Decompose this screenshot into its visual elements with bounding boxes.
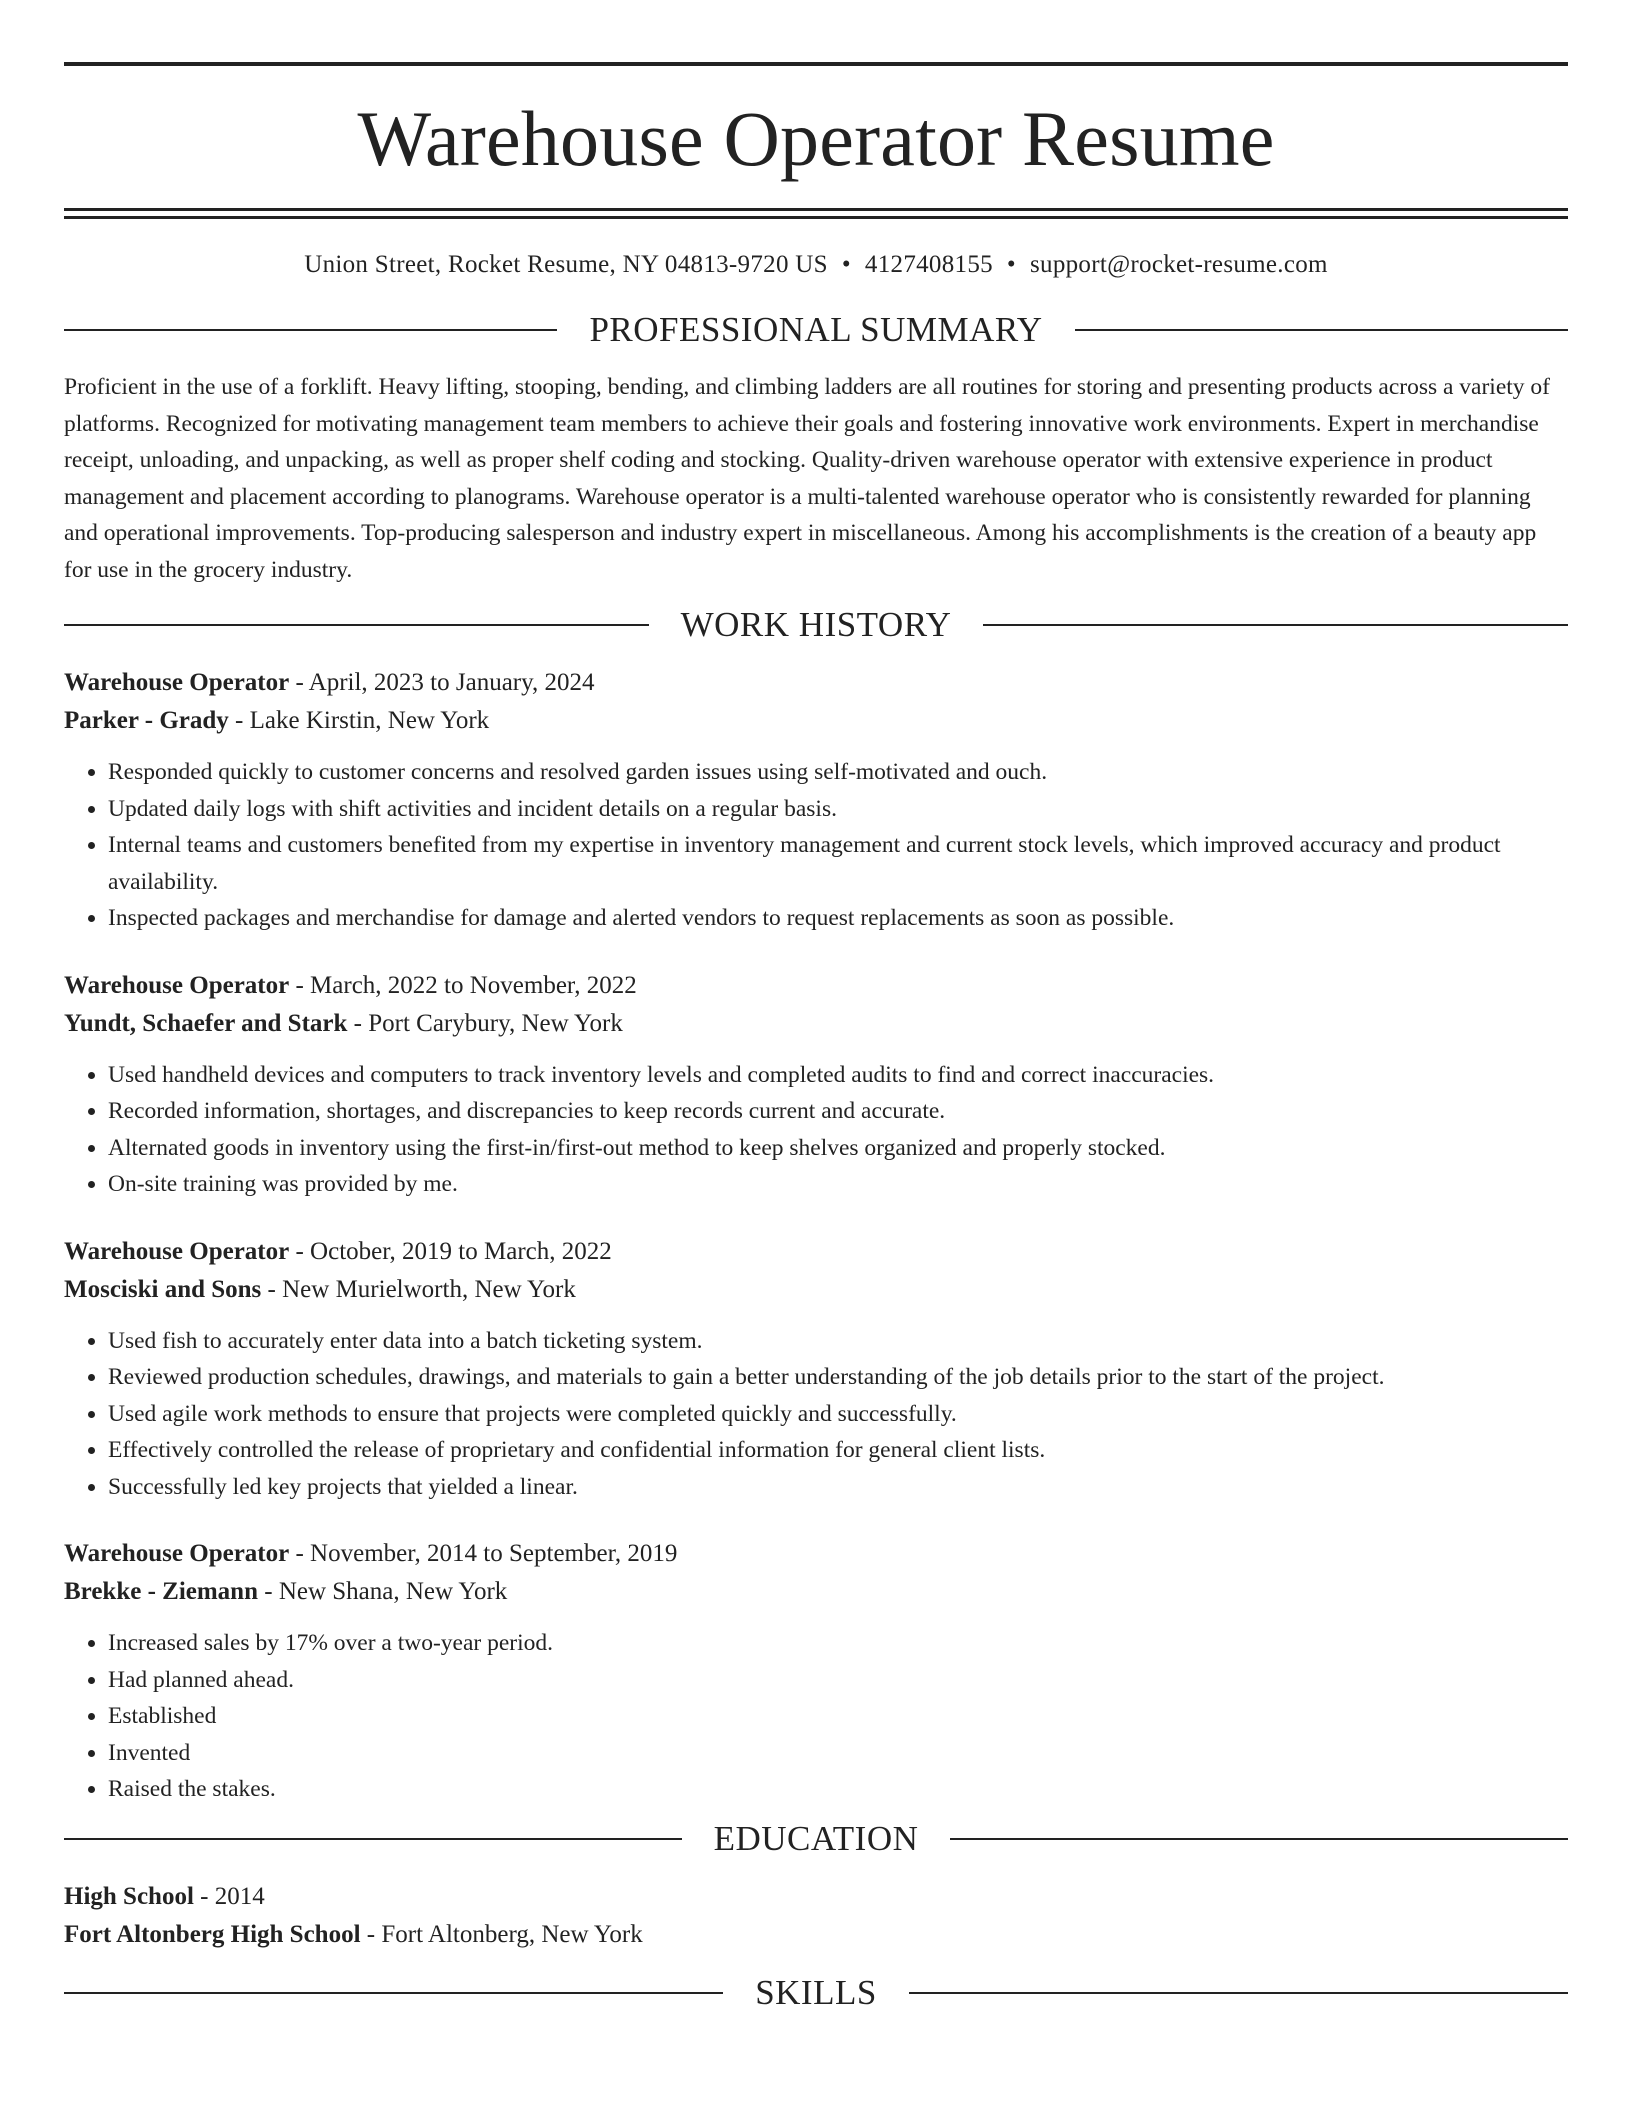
top-rule [64, 62, 1568, 66]
education-school: Fort Altonberg High School [64, 1920, 361, 1948]
list-item: • Used handheld devices and computers to track inventory levels and completed audits to find and correct inaccuracies. [108, 1057, 1568, 1094]
job-dates: - October, 2019 to March, 2022 [289, 1237, 612, 1265]
education-heading-label: EDUCATION [713, 1818, 919, 1858]
job-title: Warehouse Operator [64, 1237, 290, 1265]
list-item: • Alternated goods in inventory using the first-in/first-out method to keep shelves organized and properly stocked. [108, 1130, 1568, 1167]
education-degree-line [64, 1878, 1568, 1916]
job-title: Warehouse Operator [64, 1540, 290, 1567]
list-item: • Updated daily logs with shift activities and incident details on a regular basis. [108, 791, 1568, 828]
job-company-line [64, 1271, 1568, 1309]
contact-line [64, 251, 1568, 279]
education-entry [64, 1878, 1568, 1954]
skills-heading [64, 1972, 1568, 2014]
title-double-rule [64, 208, 1568, 219]
job-title: Warehouse Operator [64, 669, 290, 696]
job-company-line [64, 1573, 1568, 1611]
job-bullets [64, 1323, 1568, 1506]
contact-email: support@rocket-resume.com [1029, 251, 1328, 278]
job-entry [64, 1233, 1568, 1506]
list-item: • Used fish to accurately enter data into a batch ticketing system. [108, 1323, 1568, 1360]
job-entry [64, 1535, 1568, 1808]
job-bullets [64, 754, 1568, 937]
heading-rule-right [950, 1838, 1568, 1840]
list-item: • Increased sales by 17% over a two-year period. [108, 1625, 1568, 1662]
job-company: Yundt, Schaefer and Stark [64, 1009, 348, 1037]
summary-text: Proficient in the use of a forklift. Heavy lifting, stooping, bending, and climbing ladders are all routines for storing and presenting products across a variety of platforms. Recognized for motivating management team members to achieve their goals and fostering innovative work environments. Expert in merchandise receipt, unloading, and unpacking, as well as proper shelf coding and stocking. Quality-driven warehouse operator with extensive experience in product management and placement according to planograms. Warehouse operator is a multi-talented warehouse operator who is consistently rewarded for planning and operational improvements. Top-producing salesperson and industry expert in miscellaneous. Among his accomplishments is the creation of a beauty app for use in the grocery industry. [64, 374, 1550, 583]
contact-separator: • [1006, 251, 1016, 278]
list-item: • Recorded information, shortages, and discrepancies to keep records current and accurate. [108, 1093, 1568, 1130]
list-item: • Internal teams and customers benefited from my expertise in inventory management and current stock levels, which improved accuracy and product availability. [108, 827, 1568, 900]
work-history-heading [64, 604, 1568, 646]
summary-heading-label: PROFESSIONAL SUMMARY [589, 310, 1043, 349]
job-title-line [64, 1535, 1568, 1573]
list-item: • Effectively controlled the release of proprietary and confidential information for general client lists. [108, 1432, 1568, 1469]
summary-heading [64, 309, 1568, 351]
contact-address: Union Street, Rocket Resume, NY 04813-9720 US [304, 251, 828, 278]
job-location: - Port Carybury, New York [347, 1009, 623, 1037]
heading-rule-right [1075, 329, 1568, 331]
job-company-line [64, 1005, 1568, 1043]
job-title-line [64, 967, 1568, 1005]
list-item: • Reviewed production schedules, drawings, and materials to gain a better understanding of the job details prior to the start of the project. [108, 1359, 1568, 1396]
job-dates: - April, 2023 to January, 2024 [289, 669, 595, 696]
job-location: - Lake Kirstin, New York [228, 707, 490, 734]
list-item: • Used agile work methods to ensure that projects were completed quickly and successfully. [108, 1396, 1568, 1433]
job-bullets [64, 1625, 1568, 1808]
list-item: • Invented [108, 1735, 1568, 1772]
education-location: - Fort Altonberg, New York [360, 1920, 643, 1948]
list-item: • Established [108, 1698, 1568, 1735]
heading-rule-left [64, 1838, 682, 1840]
job-location: - New Murielworth, New York [261, 1275, 576, 1303]
job-title-line [64, 664, 1568, 702]
list-item: • Raised the stakes. [108, 1771, 1568, 1808]
heading-rule-left [64, 1992, 723, 1994]
heading-rule-left [64, 624, 649, 626]
education-school-line [64, 1916, 1568, 1954]
education-degree: High School [64, 1882, 194, 1910]
list-item: • Had planned ahead. [108, 1662, 1568, 1699]
contact-phone: 4127408155 [864, 251, 993, 278]
list-item: • Successfully led key projects that yielded a linear. [108, 1469, 1568, 1506]
heading-rule-right [909, 1992, 1568, 1994]
job-bullets [64, 1057, 1568, 1203]
job-dates: - March, 2022 to November, 2022 [289, 971, 637, 999]
work-history-heading-label: WORK HISTORY [680, 605, 952, 644]
list-item: • On-site training was provided by me. [108, 1166, 1568, 1203]
job-company: Brekke - Ziemann [64, 1578, 258, 1605]
skills-heading-label: SKILLS [755, 1972, 877, 2012]
job-dates: - November, 2014 to September, 2019 [289, 1540, 678, 1567]
education-year: - 2014 [193, 1882, 265, 1910]
job-company-line [64, 702, 1568, 740]
job-location: - New Shana, New York [258, 1578, 508, 1605]
job-title: Warehouse Operator [64, 971, 290, 999]
job-company: Parker - Grady [64, 707, 229, 734]
job-entry [64, 967, 1568, 1203]
heading-rule-right [983, 624, 1568, 626]
list-item: • Inspected packages and merchandise for damage and alerted vendors to request replacements as soon as possible. [108, 900, 1568, 937]
contact-separator: • [841, 251, 851, 278]
job-entry [64, 664, 1568, 937]
education-heading [64, 1818, 1568, 1860]
job-title-line [64, 1233, 1568, 1271]
resume-title: Warehouse Operator Resume [357, 95, 1275, 182]
list-item: • Responded quickly to customer concerns and resolved garden issues using self-motivated and ouch. [108, 754, 1568, 791]
job-company: Mosciski and Sons [64, 1275, 262, 1303]
heading-rule-left [64, 329, 557, 331]
